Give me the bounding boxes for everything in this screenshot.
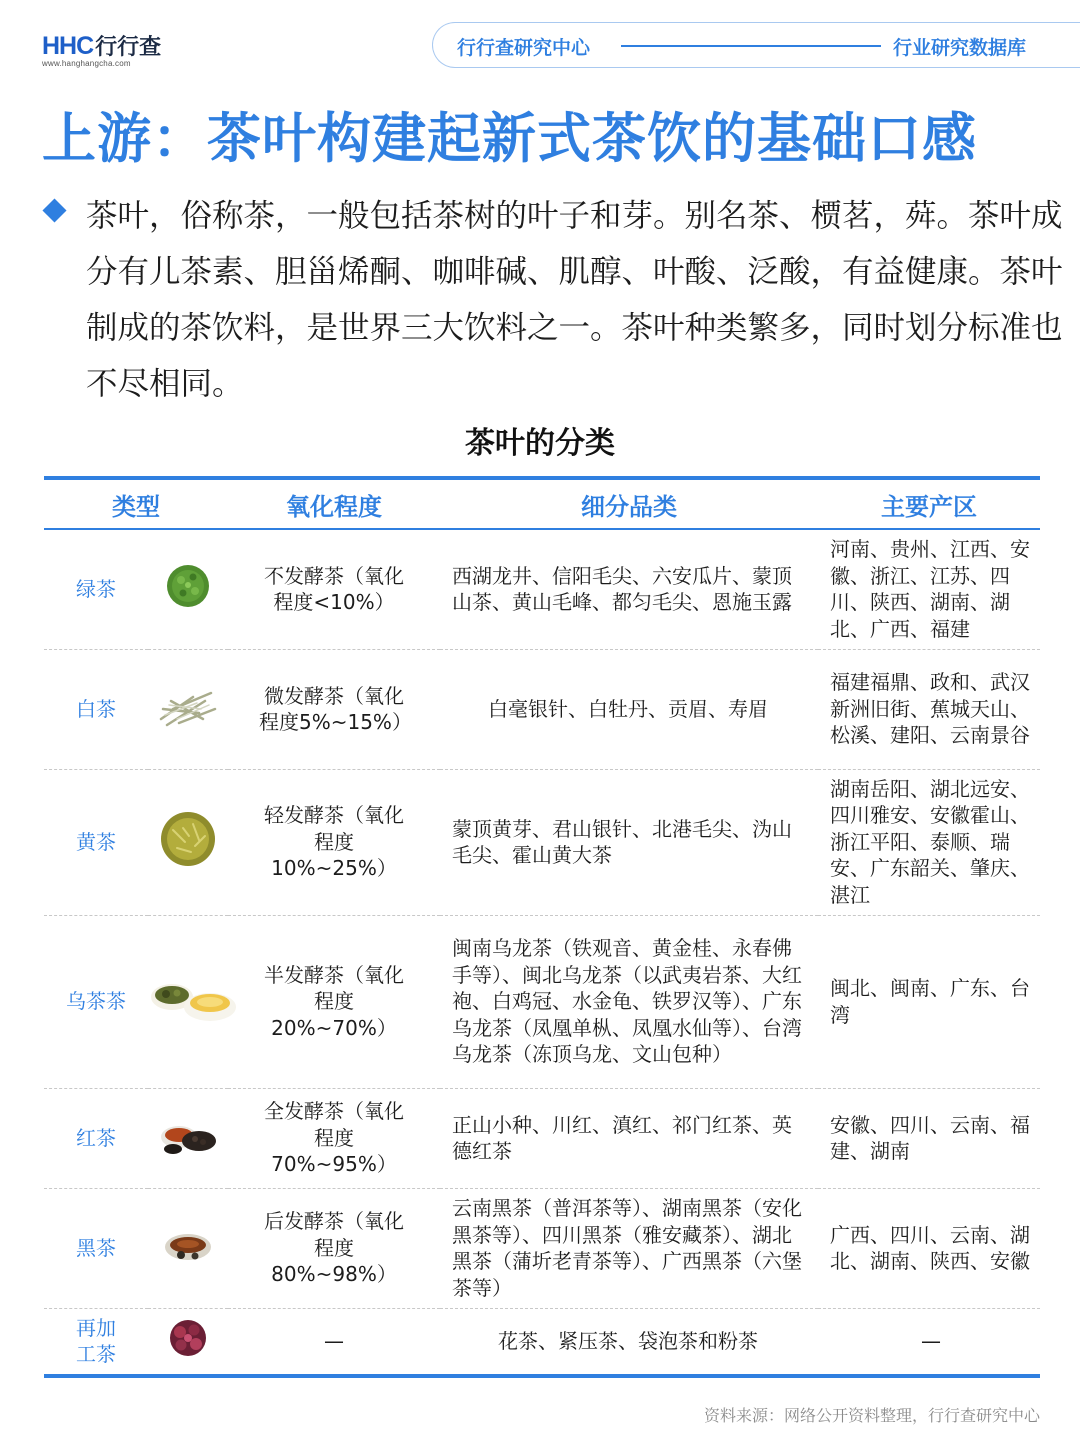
logo-mark: HHC bbox=[42, 32, 94, 60]
tea-type: 绿茶 bbox=[44, 529, 148, 649]
tea-varieties: 云南黑茶（普洱茶等）、湖南黑茶（安化黑茶等）、四川黑茶（雅安藏茶）、湖北黑茶（蒲圻老青茶等）、广西黑茶（六堡茶等） bbox=[440, 1188, 818, 1308]
tea-regions: 广西、四川、云南、湖北、湖南、陕西、安徽 bbox=[818, 1188, 1040, 1308]
oxidation-level: 全发酵茶（氧化程度70%~95%） bbox=[228, 1088, 440, 1188]
tea-type: 黄茶 bbox=[44, 769, 148, 915]
oxidation-level: 轻发酵茶（氧化程度10%~25%） bbox=[228, 769, 440, 915]
header-oxidation: 氧化程度 bbox=[228, 478, 440, 529]
header-banner bbox=[432, 22, 1080, 68]
yellow-tea-icon bbox=[148, 769, 228, 915]
header-regions: 主要产区 bbox=[818, 478, 1040, 529]
source-note: 资料来源：网络公开资料整理，行行查研究中心 bbox=[703, 1406, 1040, 1425]
logo-name: 行行查 bbox=[95, 35, 162, 60]
tea-regions: 安徽、四川、云南、福建、湖南 bbox=[818, 1088, 1040, 1188]
reprocessed-tea-icon bbox=[148, 1308, 228, 1376]
tea-classification-table bbox=[44, 476, 1040, 1378]
logo-url: www.hanghangcha.com bbox=[42, 59, 131, 68]
oolong-tea-icon bbox=[148, 915, 228, 1088]
tea-regions: 河南、贵州、江西、安徽、浙江、江苏、四川、陕西、湖南、湖北、广西、福建 bbox=[818, 529, 1040, 649]
dark-tea-icon bbox=[148, 1188, 228, 1308]
tea-regions: 福建福鼎、政和、武汉新洲旧街、蕉城天山、松溪、建阳、云南景谷 bbox=[818, 649, 1040, 769]
oxidation-level: 微发酵茶（氧化程度5%~15%） bbox=[228, 649, 440, 769]
table-row bbox=[44, 1308, 1040, 1376]
table-row bbox=[44, 1188, 1040, 1308]
tea-regions: 湖南岳阳、湖北远安、四川雅安、安徽霍山、浙江平阳、泰顺、瑞安、广东韶关、肇庆、湛江 bbox=[818, 769, 1040, 915]
oxidation-level: 不发酵茶（氧化程度<10%） bbox=[228, 529, 440, 649]
table-title: 茶叶的分类 bbox=[465, 426, 615, 461]
oxidation-level: — bbox=[228, 1308, 440, 1376]
green-tea-icon bbox=[148, 529, 228, 649]
table-row bbox=[44, 1088, 1040, 1188]
tea-varieties: 西湖龙井、信阳毛尖、六安瓜片、蒙顶山茶、黄山毛峰、都匀毛尖、恩施玉露 bbox=[440, 529, 818, 649]
intro-paragraph: 茶叶，俗称茶，一般包括茶树的叶子和芽。别名茶、槚茗，荈。茶叶成分有儿茶素、胆甾烯酮、咖啡碱、肌醇、叶酸、泛酸，有益健康。茶叶制成的茶饮料，是世界三大饮料之一。茶叶种类繁多，同时划分标准也不尽相同。 bbox=[86, 198, 1063, 402]
diamond-bullet-icon bbox=[42, 198, 66, 222]
tea-type: 红茶 bbox=[44, 1088, 148, 1188]
table-row bbox=[44, 769, 1040, 915]
oxidation-level: 后发酵茶（氧化程度80%~98%） bbox=[228, 1188, 440, 1308]
tea-varieties: 蒙顶黄芽、君山银针、北港毛尖、沩山毛尖、霍山黄大茶 bbox=[440, 769, 818, 915]
banner-research-center: 行行查研究中心 bbox=[457, 37, 591, 59]
oxidation-level: 半发酵茶（氧化程度20%~70%） bbox=[228, 915, 440, 1088]
tea-type: 再加工茶 bbox=[44, 1308, 148, 1376]
banner-divider bbox=[621, 45, 881, 47]
black-tea-icon bbox=[148, 1088, 228, 1188]
tea-type: 白茶 bbox=[44, 649, 148, 769]
tea-type: 乌茶茶 bbox=[44, 915, 148, 1088]
tea-regions: — bbox=[818, 1308, 1040, 1376]
tea-regions: 闽北、闽南、广东、台湾 bbox=[818, 915, 1040, 1088]
banner-database: 行业研究数据库 bbox=[893, 37, 1027, 59]
table-row bbox=[44, 915, 1040, 1088]
table-row bbox=[44, 529, 1040, 649]
header-varieties: 细分品类 bbox=[440, 478, 818, 529]
white-tea-icon bbox=[148, 649, 228, 769]
tea-type: 黑茶 bbox=[44, 1188, 148, 1308]
table-header-row bbox=[44, 478, 1040, 529]
tea-varieties: 白毫银针、白牡丹、贡眉、寿眉 bbox=[440, 649, 818, 769]
brand-logo bbox=[42, 30, 182, 72]
tea-varieties: 闽南乌龙茶（铁观音、黄金桂、永春佛手等）、闽北乌龙茶（以武夷岩茶、大红袍、白鸡冠、水金龟、铁罗汉等）、广东乌龙茶（凤凰单枞、凤凰水仙等）、台湾乌龙茶（冻顶乌龙、文山包种） bbox=[440, 915, 818, 1088]
table-row bbox=[44, 649, 1040, 769]
header-type: 类型 bbox=[44, 478, 228, 529]
tea-varieties: 正山小种、川红、滇红、祁门红茶、英德红茶 bbox=[440, 1088, 818, 1188]
tea-varieties: 花茶、紧压茶、袋泡茶和粉茶 bbox=[440, 1308, 818, 1376]
page-title: 上游：茶叶构建起新式茶饮的基础口感 bbox=[42, 107, 977, 170]
